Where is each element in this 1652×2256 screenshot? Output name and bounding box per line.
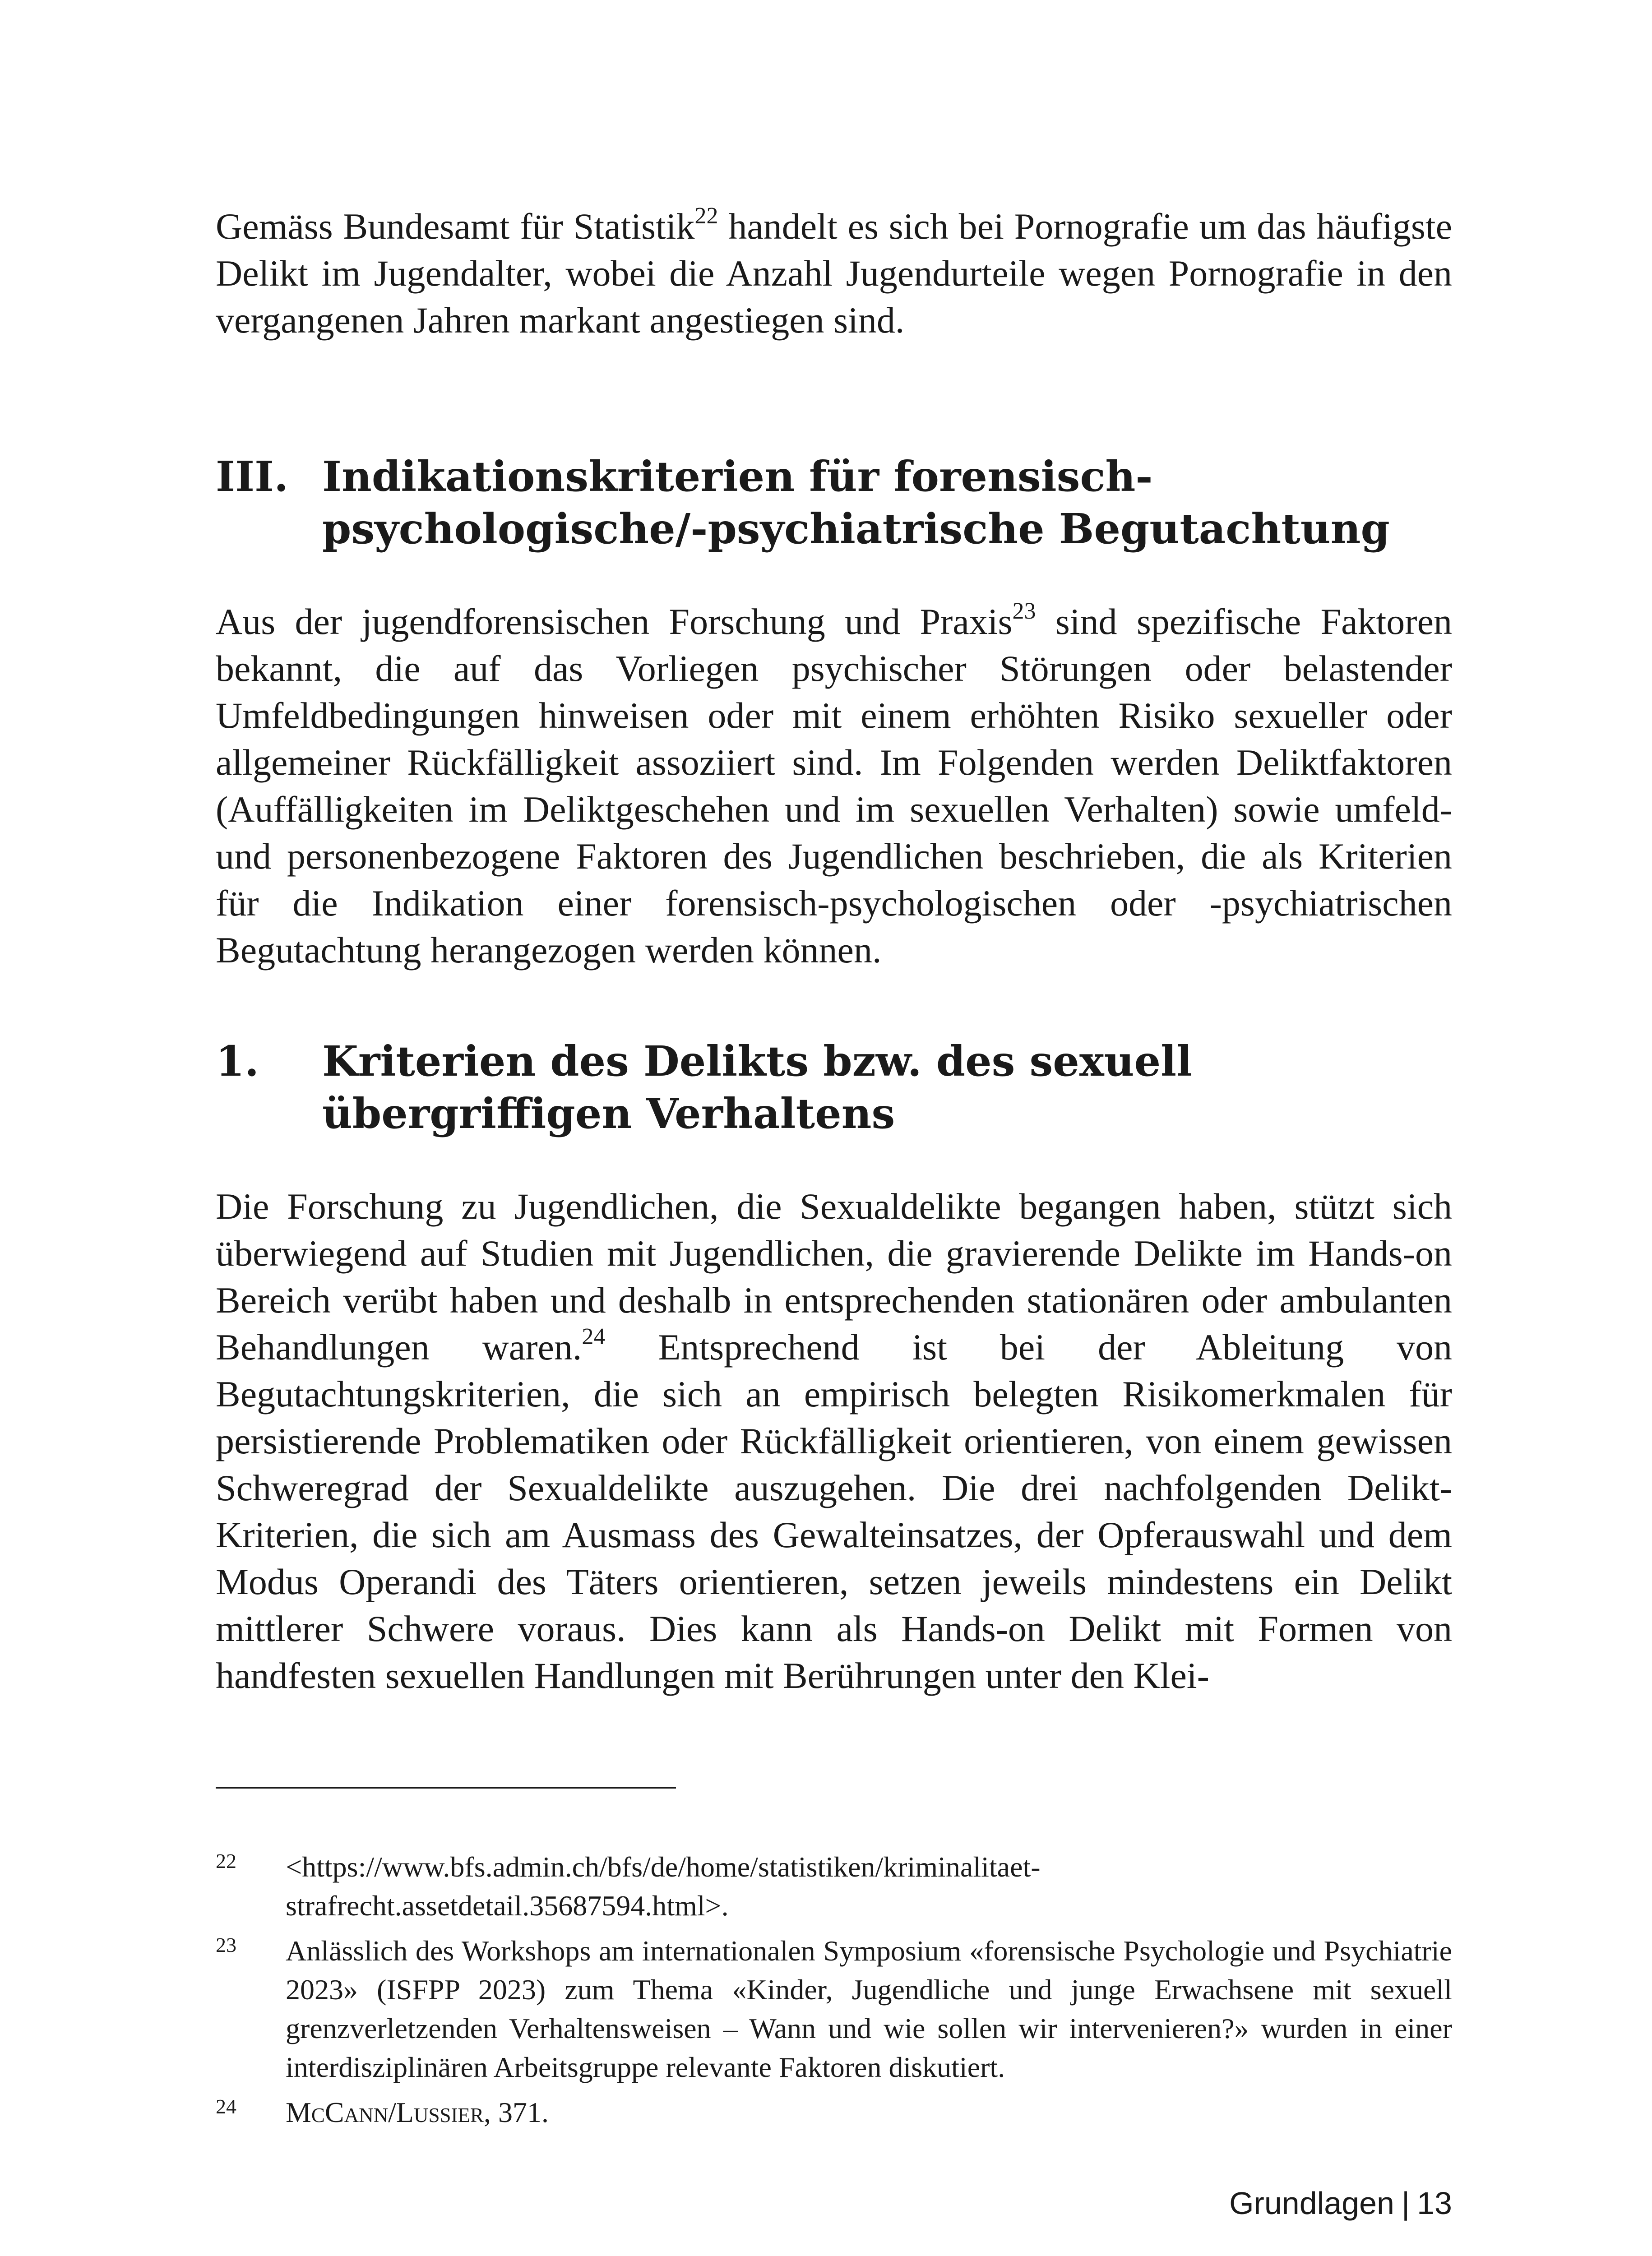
intro-text-start: Gemäss Bundesamt für Statistik	[216, 206, 695, 247]
intro-paragraph	[216, 203, 1452, 344]
footnote-authors: McCann/Lussier	[286, 2096, 484, 2128]
footnote-ref-23[interactable]: 23	[1012, 598, 1036, 624]
page-number: 13	[1417, 2186, 1452, 2221]
footnote-number: 24	[216, 2095, 236, 2118]
footnote-text	[286, 2093, 1452, 2132]
section-iii-text-start: Aus der jugendforensischen Forschung und Praxis	[216, 601, 1013, 642]
section-title: Indikationskriterien für forensisch-psychologische/-psychiatrische Begutachtung	[322, 452, 1390, 553]
main-content	[216, 203, 1452, 1699]
footnote-ref-22[interactable]: 22	[694, 203, 718, 229]
footnote-number: 22	[216, 1849, 236, 1872]
subsection-1-text-end: Entsprechend ist bei der Ableitung von Begutachtungskriterien, die sich an empirisch belegten Risikomerkmalen für persistierende Problematiken oder Rückfälligkeit orientieren, von einem gewissen Schweregrad der Sexualdelikte auszugehen. Die drei nachfolgenden Delikt-Kriterien, die sich am Ausmass des Gewalteinsatzes, der Opferauswahl und dem Modus Operandi des Täters orientieren, setzen jeweils mindestens ein Delikt mittlerer Schwere voraus. Dies kann als Hands-on Delikt mit Formen von handfesten sexuellen Handlungen mit Berührungen unter den Klei-	[216, 1327, 1452, 1696]
section-heading-iii	[216, 450, 1452, 555]
footnote-24	[216, 2093, 1452, 2132]
intro-text-end: handelt es sich bei Pornografie um das häufigste Delikt im Jugendalter, wobei die Anzahl Jugendurteile wegen Pornografie in den vergangenen Jahren markant angestiegen sind.	[216, 206, 1452, 341]
footer-section-title: Grundlagen	[1229, 2186, 1394, 2221]
footnotes	[216, 1848, 1452, 2138]
footnote-page-ref: , 371.	[484, 2096, 549, 2128]
subsection-1-paragraph	[216, 1183, 1452, 1699]
subsection-1-text-start: Die Forschung zu Jugendlichen, die Sexualdelikte begangen haben, stützt sich überwiegend auf Studien mit Jugendlichen, die gravierende Delikte im Hands-on Bereich verübt haben und deshalb in entsprechenden stationären oder ambulanten Behandlungen waren.	[216, 1186, 1452, 1368]
subsection-title: Kriterien des Delikts bzw. des sexuell übergriffigen Verhaltens	[322, 1037, 1193, 1138]
footnote-number: 23	[216, 1933, 236, 1956]
subsection-heading-1	[216, 1035, 1452, 1140]
footnote-text: Anlässlich des Workshops am internationalen Symposium «forensische Psychologie und Psychiatrie 2023» (ISFPP 2023) zum Thema «Kinder, Jugendliche und junge Erwachsene mit sexuell grenzverletzenden Verhaltensweisen – Wann und wie sollen wir intervenieren?» wurden in einer interdisziplinären Arbeitsgruppe relevante Faktoren diskutiert.	[286, 1935, 1452, 2083]
subsection-number: 1.	[216, 1037, 259, 1086]
section-iii-paragraph	[216, 598, 1452, 974]
page-footer	[1229, 2183, 1452, 2224]
footnote-23	[216, 1932, 1452, 2087]
footer-separator: |	[1401, 2186, 1410, 2221]
footnote-ref-24[interactable]: 24	[582, 1324, 606, 1350]
footnote-link[interactable]: <https://www.bfs.admin.ch/bfs/de/home/statistiken/kriminalitaet-strafrecht.assetdetail.35687594.html>.	[286, 1851, 1041, 1922]
section-number: III.	[216, 452, 289, 501]
footnote-divider	[216, 1787, 676, 1789]
footnote-22	[216, 1848, 1452, 1925]
section-iii-text-end: sind spezifische Faktoren bekannt, die auf das Vorliegen psychischer Störungen oder belastender Umfeldbedingungen hinweisen oder mit einem erhöhten Risiko sexueller oder allgemeiner Rückfälligkeit assoziiert sind. Im Folgenden werden Deliktfaktoren (Auffälligkeiten im Deliktgeschehen und im sexuellen Verhalten) sowie umfeld- und personenbezogene Faktoren des Jugendlichen beschrieben, die als Kriterien für die Indikation einer forensisch-psychologischen oder -psychiatrischen Begutachtung herangezogen werden können.	[216, 601, 1452, 971]
